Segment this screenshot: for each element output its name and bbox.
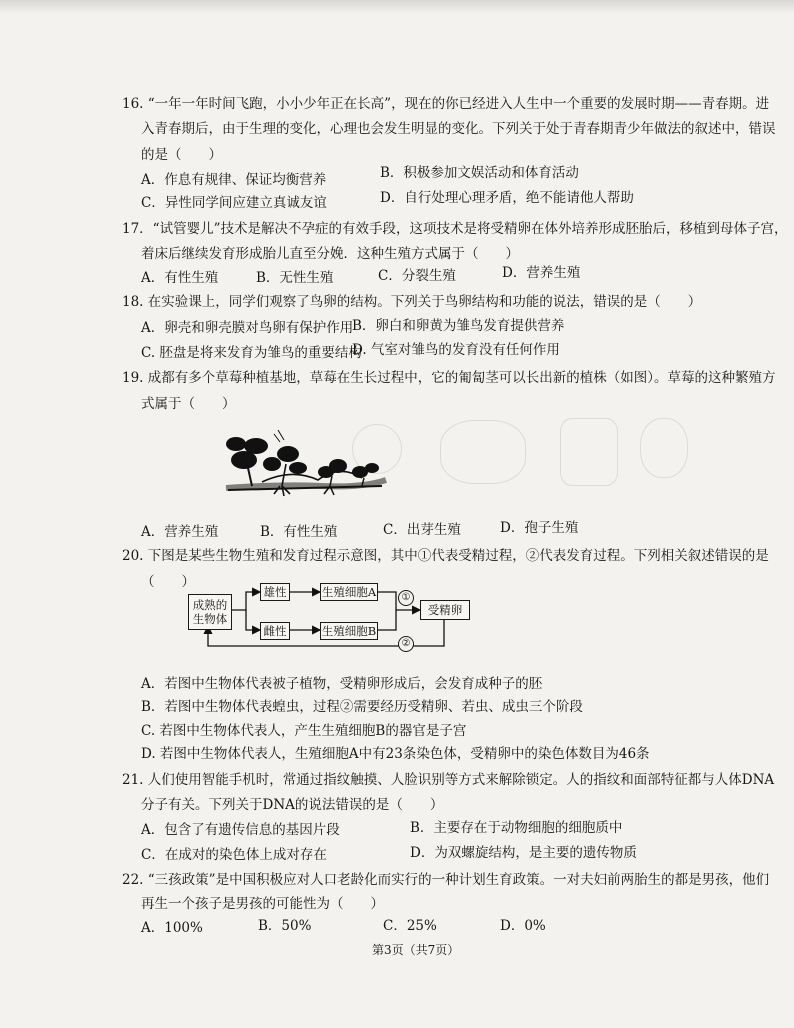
q16-option-c: C．异性同学间应建立真诚友谊 [141, 195, 327, 211]
q20-option-c: C. 若图中生物体代表人，产生生殖细胞B的器官是子宫 [141, 723, 467, 739]
q19-option-b: B．有性生殖 [260, 524, 338, 540]
q20-option-a: A．若图中生物体代表被子植物，受精卵形成后，会发育成种子的胚 [141, 676, 543, 692]
q20-option-b: B．若图中生物体代表蝗虫，过程②需要经历受精卵、若虫、成虫三个阶段 [141, 699, 583, 715]
q21-option-b: B．主要存在于动物细胞的细胞质中 [410, 820, 623, 836]
q19-option-d: D．孢子生殖 [500, 520, 579, 536]
q21-stem-line-1: 21. 人们使用智能手机时，常通过指纹触摸、人脸识别等方式来解除锁定。人的指纹和面部特征都与人体DNA [122, 772, 775, 788]
q22-option-a: A．100% [141, 920, 203, 936]
q19-stem-line-2: 式属于（ ） [141, 396, 236, 412]
q16-stem-line-2: 入青春期后，由于生理的变化，心理也会发生明显的变化。下列关于处于青春期青少年做法的叙述中，错误 [141, 121, 776, 137]
q22-option-c: C．25% [383, 918, 437, 934]
q21-option-d: D．为双螺旋结构，是主要的遗传物质 [410, 845, 637, 861]
q22-option-b: B．50% [258, 918, 312, 934]
reproduction-process-diagram [186, 578, 476, 656]
q19-option-c: C．出芽生殖 [383, 522, 461, 538]
q16-option-a: A．作息有规律、保证均衡营养 [141, 172, 327, 188]
q16-stem-line-3: 的是（ ） [141, 147, 222, 163]
q17-option-b: B．无性生殖 [256, 270, 334, 286]
strawberry-runner-figure [222, 420, 390, 500]
q16-option-b: B．积极参加文娱活动和体育活动 [380, 165, 579, 181]
q18-stem-line-1: 18. 在实验课上，同学们观察了鸟卵的结构。下列关于鸟卵结构和功能的说法，错误的是（ ） [122, 294, 702, 310]
q20-option-d: D. 若图中生物体代表人，生殖细胞A中有23条染色体，受精卵中的染色体数目为46条 [141, 746, 650, 762]
diagram-male-box: 雄性 [260, 583, 290, 601]
q17-option-d: D．营养生殖 [502, 265, 581, 281]
diagram-step-2-label: ② [398, 636, 414, 652]
q21-option-c: C．在成对的染色体上成对存在 [141, 847, 327, 863]
diagram-organism-box: 成熟的生物体 [188, 594, 232, 630]
diagram-female-box: 雌性 [260, 622, 290, 640]
q16-option-d: D．自行处理心理矛盾，绝不能请他人帮助 [380, 190, 634, 206]
q21-option-a: A．包含了有遗传信息的基因片段 [141, 822, 340, 838]
q22-stem-line-2: 再生一个孩子是男孩的可能性为（ ） [141, 896, 384, 912]
q20-stem-line-2: （ ） [141, 574, 195, 590]
q17-stem-line-1: 17．“试管婴儿”技术是解决不孕症的有效手段，这项技术是将受精卵在体外培养形成胚胎后，移植到母体子宫， [122, 221, 788, 237]
q22-option-d: D．0% [500, 918, 546, 934]
q20-stem-line-1: 20. 下图是某些生物生殖和发育过程示意图，其中①代表受精过程，②代表发育过程。下列相关叙述错误的是 [122, 548, 769, 564]
q17-option-c: C．分裂生殖 [378, 268, 456, 284]
q18-option-b: B．卵白和卵黄为雏鸟发育提供营养 [352, 318, 565, 334]
diagram-cell-a-box: 生殖细胞A [320, 583, 378, 601]
q19-stem-line-1: 19. 成都有多个草莓种植基地，草莓在生长过程中，它的匍匐茎可以长出新的植株（如图）。草莓的这种繁殖方 [122, 370, 776, 386]
q18-option-d: D. 气室对雏鸟的发育没有任何作用 [352, 342, 560, 358]
diagram-step-1-label: ① [398, 590, 414, 606]
page-footer: 第3页（共7页） [372, 943, 460, 957]
q17-stem-line-2: 着床后继续发育形成胎儿直至分娩．这种生殖方式属于（ ） [141, 246, 519, 262]
q18-option-c: C. 胚盘是将来发育为雏鸟的重要结构 [141, 345, 362, 361]
diagram-cell-b-box: 生殖细胞B [320, 622, 378, 640]
q17-option-a: A．有性生殖 [141, 270, 219, 286]
q16-stem-line-1: 16. “一年一年时间飞跑，小小少年正在长高”，现在的你已经进入人生中一个重要的发展时期——青春期。进 [122, 96, 770, 112]
q21-stem-line-2: 分子有关。下列关于DNA的说法错误的是（ ） [141, 797, 444, 813]
q18-option-a: A．卵壳和卵壳膜对鸟卵有保护作用 [141, 320, 354, 336]
diagram-zygote-box: 受精卵 [420, 600, 470, 620]
q22-stem-line-1: 22. “三孩政策”是中国积极应对人口老龄化而实行的一种计划生育政策。一对夫妇前两胎生的都是男孩，他们 [122, 872, 770, 888]
q19-option-a: A．营养生殖 [141, 524, 219, 540]
